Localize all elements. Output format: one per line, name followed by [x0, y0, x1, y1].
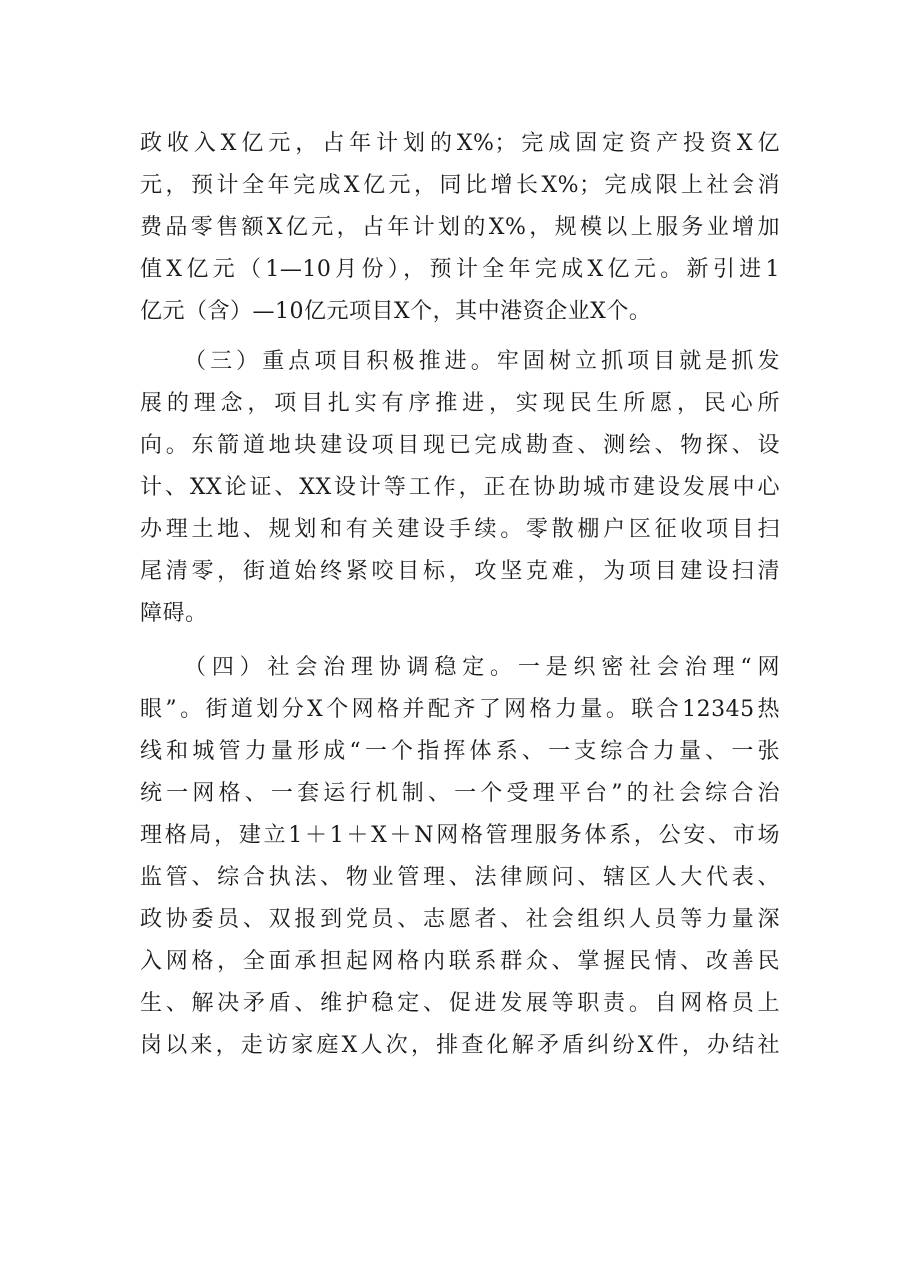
text-line: 线和城管力量形成“一个指挥体系、一支综合力量、一张 [140, 739, 780, 764]
text-line: 亿元（含）—10亿元项目X个，其中港资企业X个。 [140, 299, 652, 324]
text-line: 障碍。 [140, 601, 208, 626]
paragraph-social-governance [140, 647, 780, 1067]
text-line: 入网格，全面承担起网格内联系群众、掌握民情、改善民 [140, 949, 780, 974]
text-line: 监管、综合执法、物业管理、法律顾问、辖区人大代表、 [140, 865, 780, 890]
text-line: 费品零售额X亿元，占年计划的X%，规模以上服务业增加 [140, 215, 780, 240]
text-line: 展的理念，项目扎实有序推进，实现民生所愿，民心所 [140, 391, 780, 416]
text-line: 元，预计全年完成X亿元，同比增长X%；完成限上社会消 [140, 173, 780, 198]
text-line: 尾清零，街道始终紧咬目标，攻坚克难，为项目建设扫清 [140, 559, 780, 584]
text-line: （四）社会治理协调稳定。一是织密社会治理“网 [184, 655, 780, 680]
paragraph-economy [140, 123, 780, 333]
paragraph-key-projects [140, 341, 780, 635]
text-line: 岗以来，走访家庭X人次，排查化解矛盾纠纷X件，办结社 [140, 1033, 780, 1058]
text-line: 计、XX论证、XX设计等工作，正在协助城市建设发展中心 [140, 475, 780, 500]
text-line: 政协委员、双报到党员、志愿者、社会组织人员等力量深 [140, 907, 780, 932]
text-line: （三）重点项目积极推进。牢固树立抓项目就是抓发 [184, 349, 780, 374]
document-body [140, 123, 780, 1067]
text-line: 眼”。街道划分X个网格并配齐了网格力量。联合12345热 [140, 697, 780, 722]
text-line: 生、解决矛盾、维护稳定、促进发展等职责。自网格员上 [140, 991, 780, 1016]
text-line: 办理土地、规划和有关建设手续。零散棚户区征收项目扫 [140, 517, 780, 542]
text-line: 向。东箭道地块建设项目现已完成勘查、测绘、物探、设 [140, 433, 780, 458]
text-line: 政收入X亿元，占年计划的X%；完成固定资产投资X亿 [140, 131, 780, 156]
text-line: 理格局，建立1＋1＋X＋N网格管理服务体系，公安、市场 [140, 823, 780, 848]
text-line: 统一网格、一套运行机制、一个受理平台”的社会综合治 [140, 781, 780, 806]
text-line: 值X亿元（1—10月份），预计全年完成X亿元。新引进1 [140, 257, 780, 282]
